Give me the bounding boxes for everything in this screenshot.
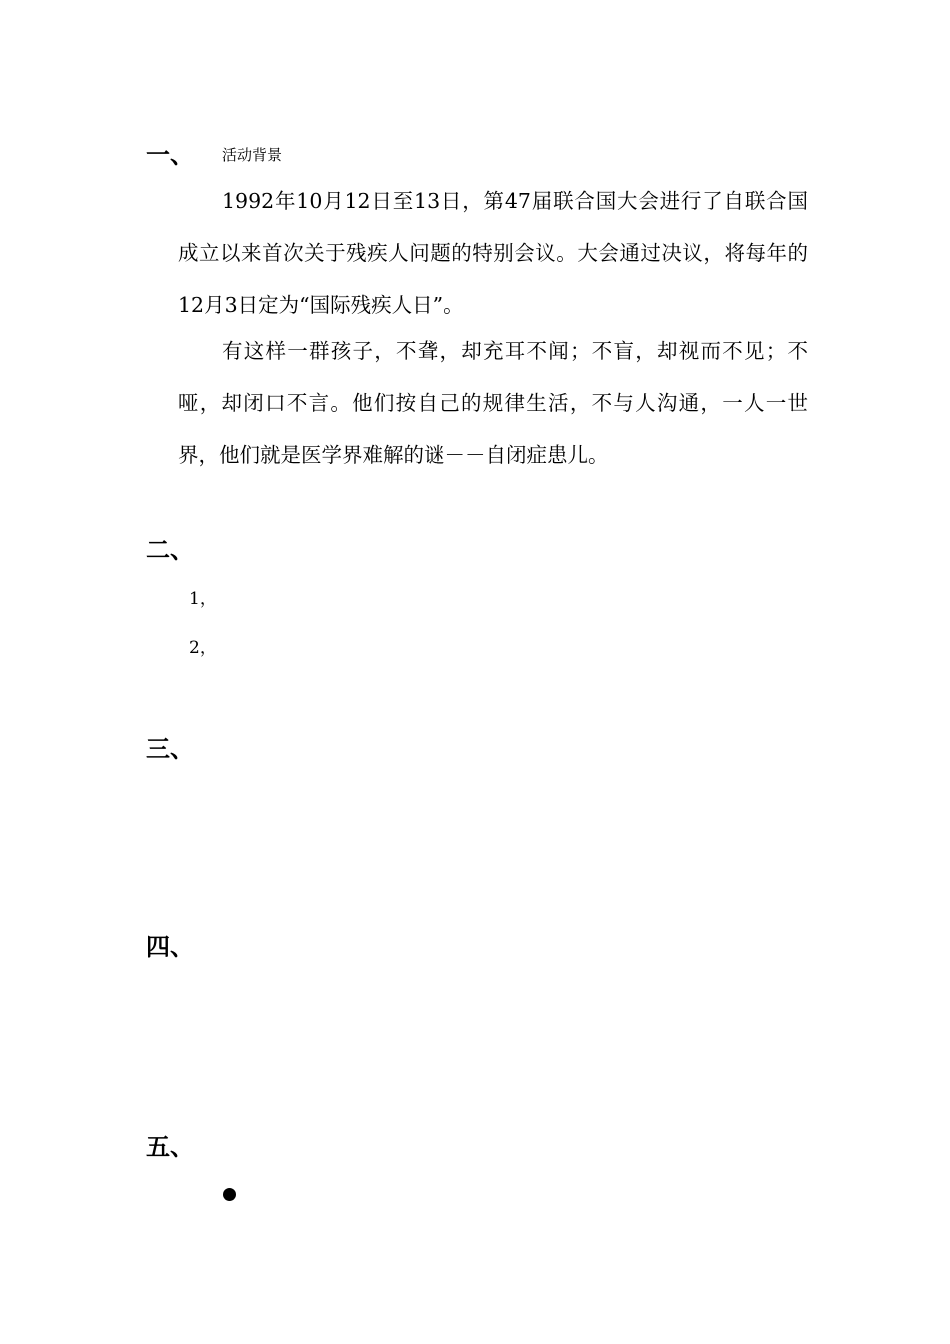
section-1-number: 一、 [146, 140, 194, 169]
section-1-heading [146, 140, 283, 169]
section-5-heading [146, 1132, 194, 1161]
section-1-title: 活动背景 [222, 146, 283, 164]
background-paragraph-1: 1992年10月12日至13日，第47届联合国大会进行了自联合国成立以来首次关于残疾人问题的特别会议。大会通过决议，将每年的12月3日定为“国际残疾人日”。 [178, 189, 808, 317]
section-5-number: 五、 [146, 1132, 194, 1161]
section-2-list-item-1: 1， [189, 589, 217, 609]
section-4-heading [146, 932, 194, 961]
bullet-point [223, 1188, 236, 1201]
section-4-number: 四、 [146, 932, 194, 961]
section-2-number: 二、 [146, 535, 194, 564]
background-paragraph-2: 有这样一群孩子，不聋，却充耳不闻；不盲，却视而不见；不哑，却闭口不言。他们按自己的规律生活，不与人沟通，一人一世界，他们就是医学界难解的谜－－自闭症患儿。 [178, 339, 808, 467]
section-2-list-item-2: 2， [189, 638, 217, 658]
section-3-number: 三、 [146, 734, 194, 763]
section-3-heading [146, 734, 194, 763]
section-2-heading [146, 535, 194, 564]
